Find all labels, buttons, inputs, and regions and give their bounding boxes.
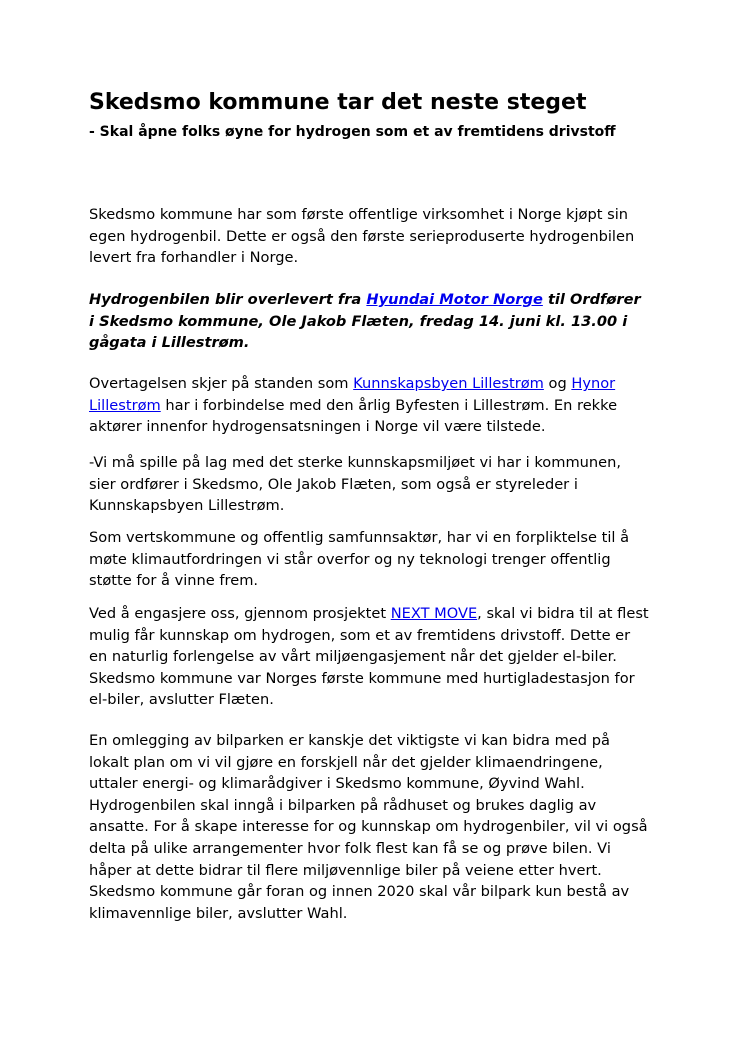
climate-advisor-paragraph: En omlegging av bilparken er kanskje det viktigste vi kan bidra med på lokalt plan om vi vil gjøre en forskjell når det gjelder klimaendringene, uttaler energi- og klimarådgiver i Skedsmo kommune, Øyvind Wahl. Hydrogenbilen skal inngå i bilparken på rådhuset og brukes daglig av ansatte. For å skape interesse for og kunnskap om hydrogenbiler, vil vi også delta på ulike arrangementer hvor folk flest kan få se og prøve bilen. Vi håper at dette bidrar til flere miljøvennlige biler på veiene etter hvert. Skedsmo kommune går foran og innen 2020 skal vår bilpark kun bestå av klimavennlige biler, avslutter Wahl. <box>89 732 648 922</box>
mayor-quote-paragraph: -Vi må spille på lag med det sterke kunnskapsmiljøet vi har i kommunen, sier ordfører i Skedsmo, Ole Jakob Flæten, som også er styreleder i Kunnskapsbyen Lillestrøm. <box>89 454 622 515</box>
next-move-text-end: , skal vi bidra til at flest mulig får kunnskap om hydrogen, som et av fremtidens drivstoff. Dette er en naturlig forlengelse av vårt miljøengasjement når det gjelder el-biler. Skedsmo kommune var Norges første kommune med hurtigladestasjon for el-biler, avslutter Flæten. <box>89 605 649 709</box>
host-municipality-paragraph: Som vertskommune og offentlig samfunnsaktør, har vi en forpliktelse til å møte klimautfordringen vi står overfor og ny teknologi trenger offentlig støtte for å vinne frem. <box>89 529 630 590</box>
next-move-paragraph <box>89 603 649 711</box>
handover-text-middle: og <box>543 375 572 392</box>
handover-paragraph <box>89 373 649 438</box>
handover-text-end: har i forbindelse med den årlig Byfesten i Lillestrøm. En rekke aktører innenfor hydrogensatsningen i Norge vil være tilstede. <box>89 396 618 436</box>
lead-text-end: til Ordfører i Skedsmo kommune, Ole Jakob Flæten, fredag 14. juni kl. 13.00 i gågata i Lillestrøm. <box>89 291 641 352</box>
lead-text-start: Hydrogenbilen blir overlevert fra <box>89 291 367 308</box>
next-move-link[interactable]: NEXT MOVE <box>390 605 478 622</box>
hyundai-motor-norge-link[interactable]: Hyundai Motor Norge <box>366 291 543 308</box>
intro-paragraph: Skedsmo kommune har som første offentlige virksomhet i Norge kjøpt sin egen hydrogenbil. Dette er også den første serieproduserte hydrogenbilen levert fra forhandler i Norge. <box>89 206 635 267</box>
handover-text-start: Overtagelsen skjer på standen som <box>89 375 354 392</box>
hynor-lillestrom-link[interactable]: Hynor Lillestrøm <box>89 375 616 414</box>
article-title: Skedsmo kommune tar det neste steget <box>89 90 587 115</box>
next-move-text-start: Ved å engasjere oss, gjennom prosjektet <box>89 605 391 622</box>
article-subtitle: - Skal åpne folks øyne for hydrogen som et av fremtidens drivstoff <box>89 124 616 140</box>
lead-paragraph <box>89 289 649 354</box>
kunnskapsbyen-lillestrom-link[interactable]: Kunnskapsbyen Lillestrøm <box>353 375 544 392</box>
